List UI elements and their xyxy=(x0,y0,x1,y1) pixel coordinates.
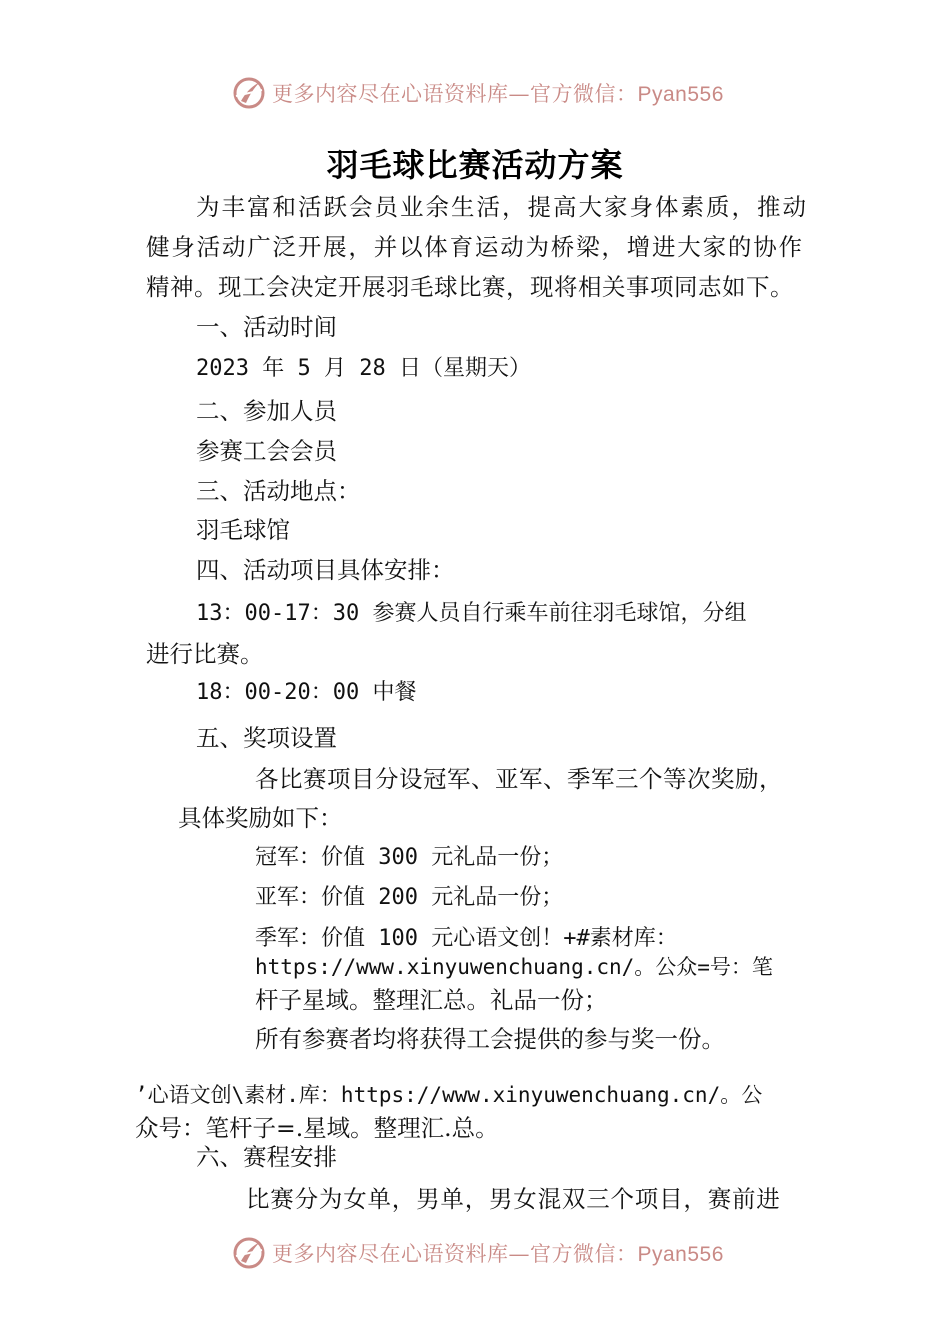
footer-banner xyxy=(0,1234,950,1274)
banner-wechat-id: Pyan556 xyxy=(637,1243,724,1266)
section-4-line-3: 18：00-20：00 中餐 xyxy=(196,680,417,705)
intro-line-2: 健身活动广泛开展，并以体育运动为桥梁，增进大家的协作 xyxy=(146,233,804,261)
logo-icon xyxy=(232,1236,266,1270)
section-6-line-1: 比赛分为女单，男单，男女混双三个项目，赛前进 xyxy=(246,1185,781,1213)
section-5-champion: 冠军：价值 300 元礼品一份； xyxy=(255,845,564,870)
section-1-content: 2023 年 5 月 28 日（星期天） xyxy=(196,356,531,381)
section-5-line-1: 各比赛项目分设冠军、亚军、季军三个等次奖励， xyxy=(255,765,783,793)
section-1-heading: 一、活动时间 xyxy=(196,313,337,341)
section-3-content: 羽毛球馆 xyxy=(196,516,290,544)
watermark-line-1: ’心语文创\素材.库：https://www.xinyuwenchuang.cn/。公 xyxy=(135,1083,763,1107)
section-3-heading: 三、活动地点： xyxy=(196,477,361,505)
section-5-line-2: 具体奖励如下： xyxy=(178,804,343,832)
section-5-heading: 五、奖项设置 xyxy=(196,724,337,752)
watermark-line-2: 众号：笔杆子=.星域。整理汇.总。 xyxy=(135,1114,499,1142)
banner-text: 更多内容尽在心语资料库—官方微信：Pyan556 xyxy=(272,1242,724,1266)
section-2-heading: 二、参加人员 xyxy=(196,397,337,425)
logo-icon xyxy=(232,76,266,110)
section-5-third-line-1: 季军：价值 100 元心语文创！+#素材库： xyxy=(255,926,678,951)
section-4-line-1: 13：00-17：30 参赛人员自行乘车前往羽毛球馆，分组 xyxy=(196,601,747,626)
section-5-runner-up: 亚军：价值 200 元礼品一份； xyxy=(255,885,564,910)
section-5-all-participants: 所有参赛者均将获得工会提供的参与奖一份。 xyxy=(255,1025,725,1053)
intro-line-1: 为丰富和活跃会员业余生活，提高大家身体素质，推动 xyxy=(196,193,808,221)
document-title: 羽毛球比赛活动方案 xyxy=(326,146,624,184)
banner-wechat-id: Pyan556 xyxy=(637,83,724,106)
section-4-heading: 四、活动项目具体安排： xyxy=(196,556,455,584)
section-4-line-2: 进行比赛。 xyxy=(146,640,264,668)
section-2-content: 参赛工会会员 xyxy=(196,437,337,465)
section-6-heading: 六、赛程安排 xyxy=(196,1143,337,1171)
intro-line-3: 精神。现工会决定开展羽毛球比赛，现将相关事项同志如下。 xyxy=(146,273,794,301)
section-5-third-line-2: https://www.xinyuwenchuang.cn/。公众=号：笔 xyxy=(255,955,773,979)
header-banner xyxy=(0,74,950,114)
section-5-third-line-3: 杆子星域。整理汇总。礼品一份； xyxy=(255,986,608,1014)
banner-text: 更多内容尽在心语资料库—官方微信：Pyan556 xyxy=(272,82,724,106)
